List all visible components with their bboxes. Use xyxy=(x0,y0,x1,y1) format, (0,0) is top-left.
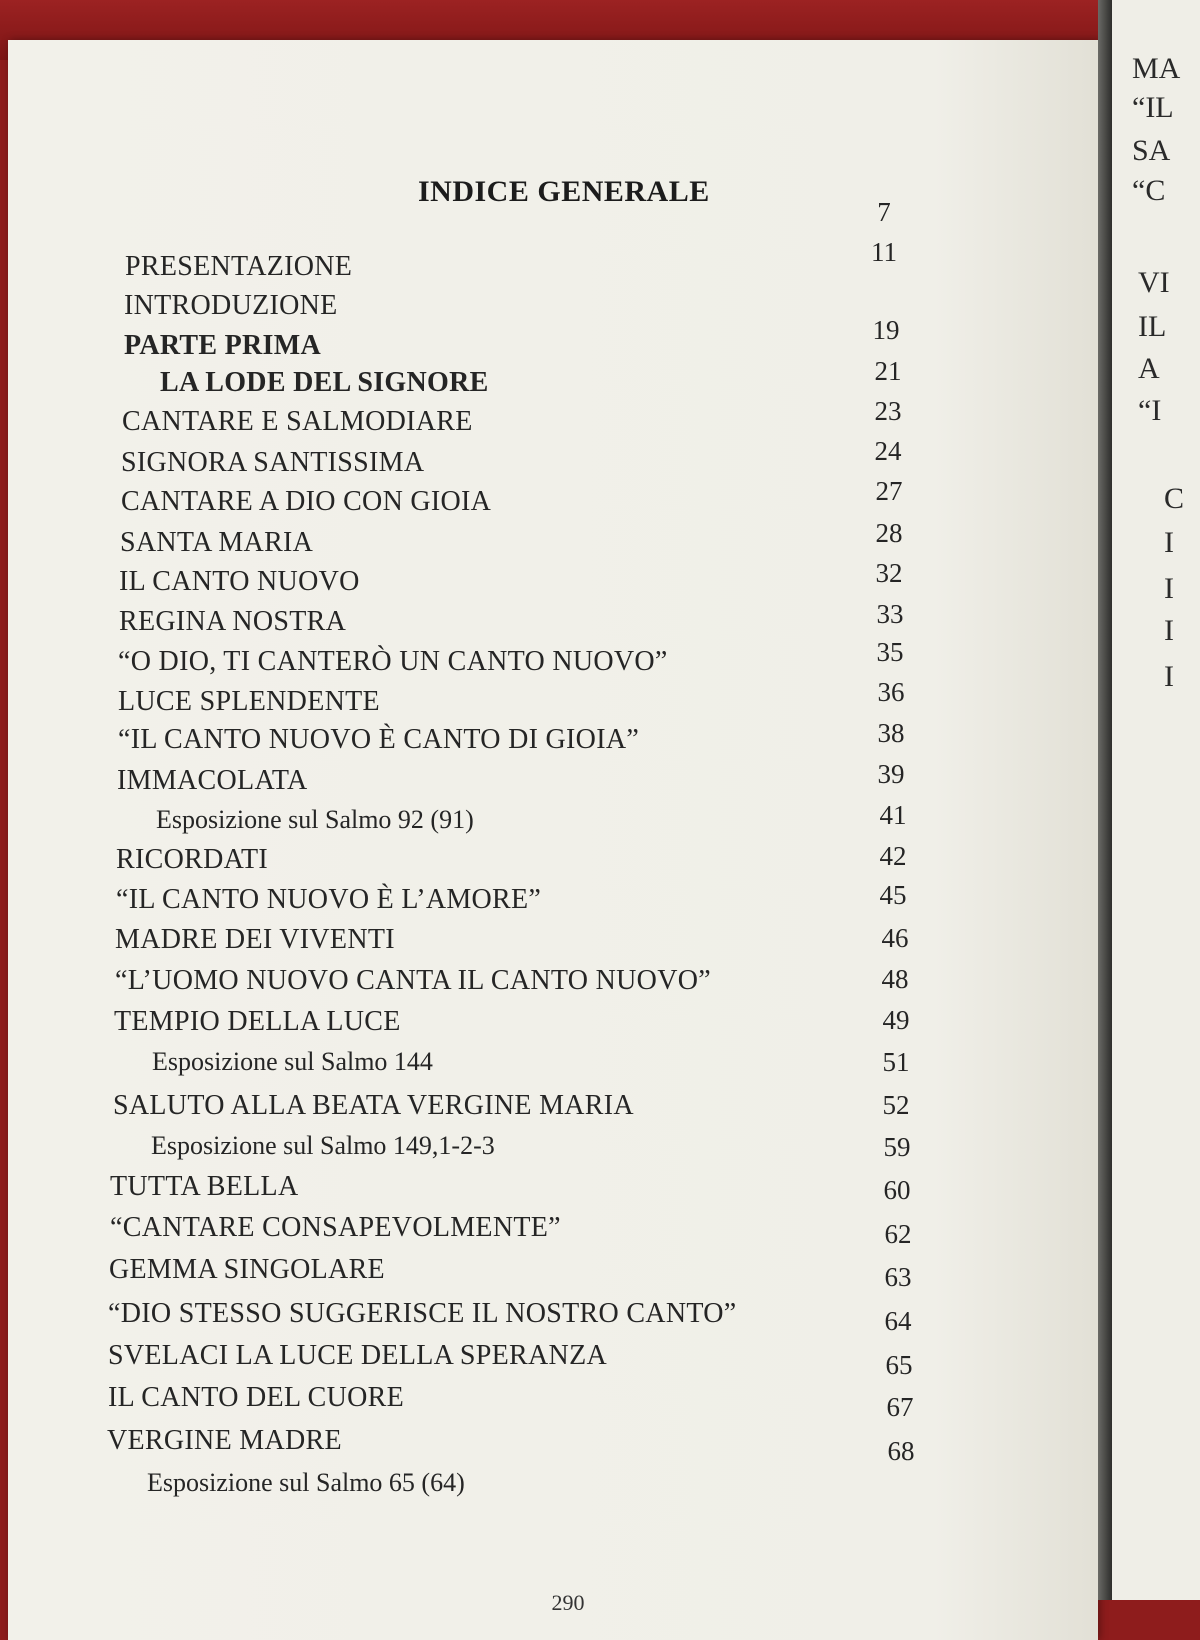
toc-entry-title: SIGNORA SANTISSIMA xyxy=(121,447,425,478)
page-title: INDICE GENERALE xyxy=(418,175,710,208)
toc-subentry-title: Esposizione sul Salmo 144 xyxy=(152,1047,433,1076)
toc-entry-title: CANTARE E SALMODIARE xyxy=(122,406,473,437)
toc-entry-page-number: 49 xyxy=(882,1005,910,1035)
toc-entry-title: SALUTO ALLA BEATA VERGINE MARIA xyxy=(113,1090,634,1121)
toc-entry-title: “DIO STESSO SUGGERISCE IL NOSTRO CANTO” xyxy=(108,1298,737,1329)
toc-entry-page-number: 65 xyxy=(885,1350,913,1380)
book-gutter xyxy=(1098,0,1112,1600)
toc-subentry-title: Esposizione sul Salmo 65 (64) xyxy=(147,1468,465,1497)
toc-entry-title: PRESENTAZIONE xyxy=(125,251,353,282)
toc-entry-page-number: 7 xyxy=(877,197,891,227)
toc-subentry-title: Esposizione sul Salmo 92 (91) xyxy=(156,805,474,834)
facing-page-text-fragment: “C xyxy=(1132,174,1166,207)
toc-entry-page-number: 24 xyxy=(874,436,902,466)
toc-entry-page-number: 35 xyxy=(876,637,904,667)
toc-entry-title: IL CANTO NUOVO xyxy=(119,566,360,597)
toc-entry-page-number: 39 xyxy=(877,759,905,789)
toc-entry-page-number: 19 xyxy=(872,315,900,345)
facing-page-text-fragment: “IL xyxy=(1132,91,1174,124)
toc-entry-title: REGINA NOSTRA xyxy=(119,606,347,637)
toc-entry-page-number: 52 xyxy=(882,1090,910,1120)
toc-entry-title: TEMPIO DELLA LUCE xyxy=(114,1006,401,1037)
page-number: 290 xyxy=(551,1590,585,1615)
toc-entry-page-number: 51 xyxy=(882,1047,910,1077)
toc-entry-page-number: 64 xyxy=(884,1306,912,1336)
toc-entry-page-number: 38 xyxy=(877,718,905,748)
toc-entry-page-number: 21 xyxy=(874,356,902,386)
facing-page-text-fragment: VI xyxy=(1138,266,1170,299)
toc-entry-page-number: 59 xyxy=(883,1132,911,1162)
toc-entry-title: PARTE PRIMA xyxy=(124,330,322,361)
toc-entry-title: LUCE SPLENDENTE xyxy=(118,686,380,717)
toc-entry-page-number: 67 xyxy=(886,1392,914,1422)
toc-entry-page-number: 45 xyxy=(879,880,907,910)
facing-page-text-fragment: A xyxy=(1138,352,1160,385)
toc-entry-title: IL CANTO DEL CUORE xyxy=(108,1382,405,1413)
toc-entry-title: INTRODUZIONE xyxy=(124,290,338,321)
toc-entry-title: “CANTARE CONSAPEVOLMENTE” xyxy=(110,1212,561,1243)
toc-entry-title: VERGINE MADRE xyxy=(107,1425,342,1456)
toc-entry-page-number: 28 xyxy=(875,518,903,548)
facing-page-text-fragment: IL xyxy=(1138,310,1167,343)
toc-entry-title: “O DIO, TI CANTERÒ UN CANTO NUOVO” xyxy=(118,646,668,677)
facing-page-text-fragment: I xyxy=(1164,660,1174,693)
facing-page-text-fragment: C xyxy=(1164,482,1185,515)
toc-entry-page-number: 33 xyxy=(876,599,904,629)
toc-entry-title: GEMMA SINGOLARE xyxy=(109,1254,385,1285)
toc-entry-page-number: 62 xyxy=(884,1219,912,1249)
toc-entry-page-number: 68 xyxy=(887,1436,915,1466)
toc-entry-title: MADRE DEI VIVENTI xyxy=(115,924,395,955)
facing-page-text-fragment: I xyxy=(1164,614,1174,647)
toc-entry-title: “L’UOMO NUOVO CANTA IL CANTO NUOVO” xyxy=(115,965,711,996)
facing-page-edge xyxy=(1112,0,1200,1600)
toc-entry-page-number: 36 xyxy=(877,677,905,707)
toc-entry-page-number: 48 xyxy=(881,964,909,994)
table-of-contents xyxy=(8,40,1098,1600)
facing-page-text-fragment: SA xyxy=(1132,134,1171,167)
toc-entry-page-number: 23 xyxy=(874,396,902,426)
toc-entry-page-number: 32 xyxy=(875,558,903,588)
toc-entry-title: “IL CANTO NUOVO È CANTO DI GIOIA” xyxy=(118,724,640,755)
toc-entry-page-number: 60 xyxy=(883,1175,911,1205)
toc-entry-page-number: 63 xyxy=(884,1262,912,1292)
toc-entry-title: TUTTA BELLA xyxy=(110,1171,299,1202)
toc-entry-title: “IL CANTO NUOVO È L’AMORE” xyxy=(116,884,542,915)
facing-page-text-fragment: I xyxy=(1164,572,1174,605)
toc-entry-page-number: 11 xyxy=(871,237,897,267)
toc-entry-page-number: 42 xyxy=(879,841,907,871)
book-page xyxy=(8,40,1098,1640)
facing-page-text-fragment: “I xyxy=(1138,394,1162,427)
toc-entry-page-number: 41 xyxy=(879,800,907,830)
toc-subentry-title: Esposizione sul Salmo 149,1-2-3 xyxy=(151,1131,495,1160)
toc-entry-page-number: 46 xyxy=(881,923,909,953)
facing-page-text-fragment: I xyxy=(1164,526,1174,559)
toc-entry-title: SVELACI LA LUCE DELLA SPERANZA xyxy=(108,1340,607,1371)
toc-entry-title: RICORDATI xyxy=(116,844,269,875)
toc-entry-page-number: 27 xyxy=(875,476,903,506)
toc-entry-title: CANTARE A DIO CON GIOIA xyxy=(121,486,492,517)
toc-entry-title: LA LODE DEL SIGNORE xyxy=(160,367,489,398)
toc-entry-title: SANTA MARIA xyxy=(120,527,314,558)
facing-page-text-fragment: MA xyxy=(1132,52,1181,85)
toc-entry-title: IMMACOLATA xyxy=(117,765,308,796)
